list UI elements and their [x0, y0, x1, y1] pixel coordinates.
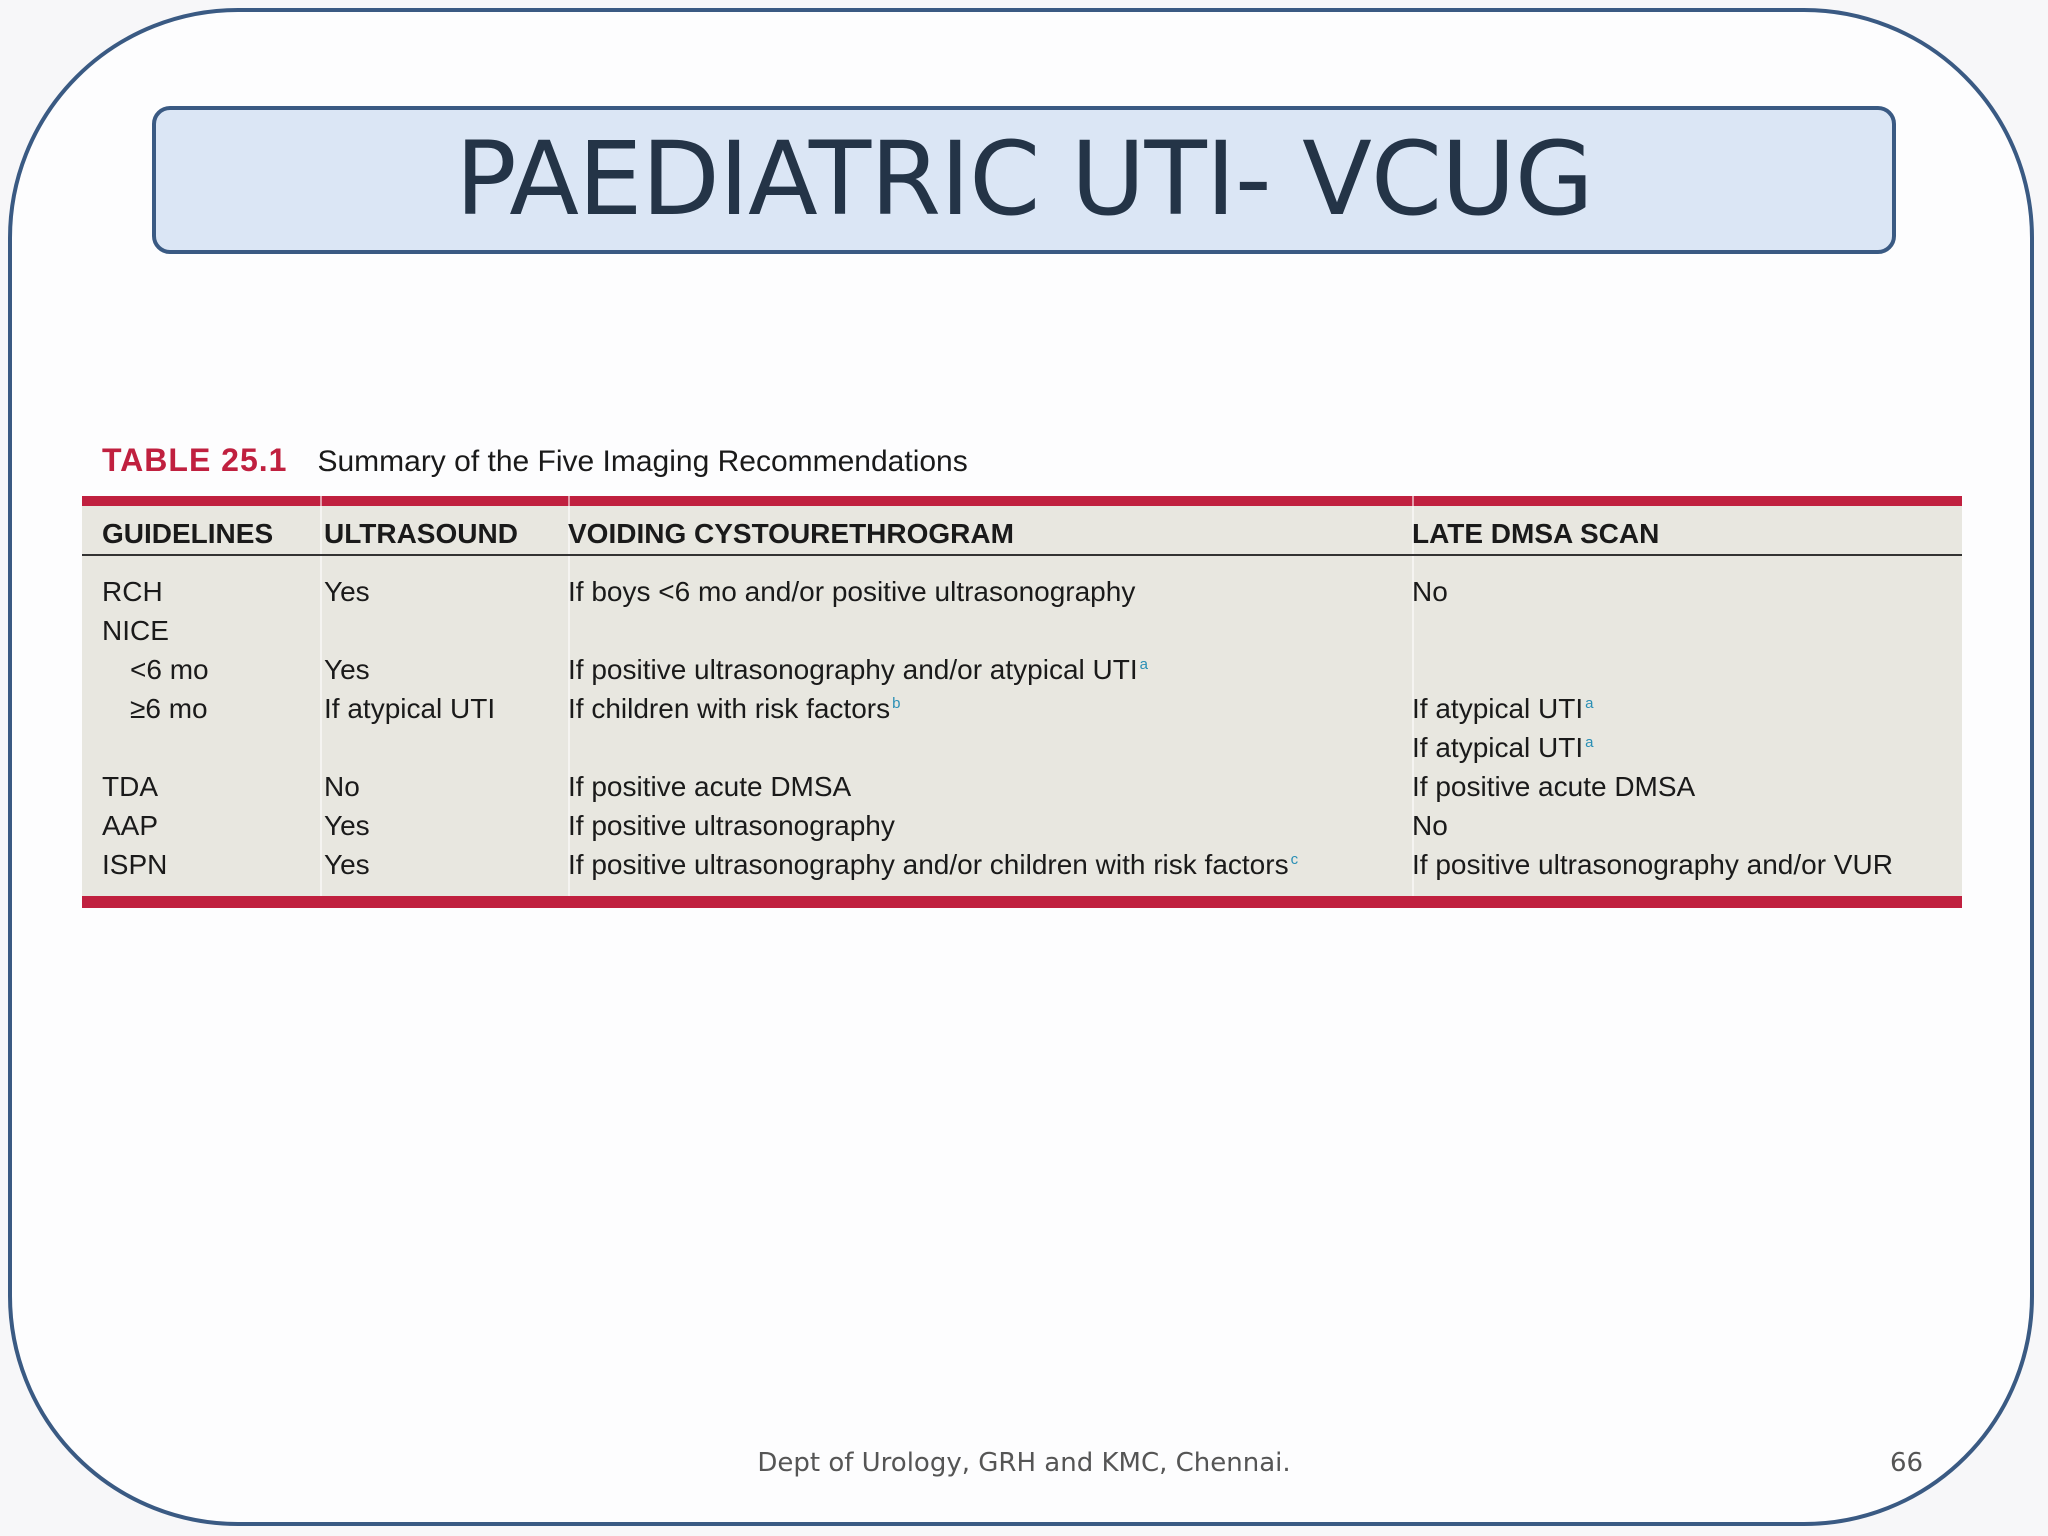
cell-dmsa: If atypical UTI $^a$ [1412, 732, 1594, 763]
cell-guideline: NICE [102, 615, 169, 646]
header-guidelines: GUIDELINES [102, 518, 274, 549]
cell-guideline: AAP [102, 810, 159, 841]
header-ultrasound: ULTRASOUND [324, 518, 518, 549]
imaging-table [82, 496, 1962, 908]
cell-vcug: If positive ultrasonography [568, 810, 895, 841]
cell-vcug: If positive ultrasonography and/or children with risk factors $^c$ [568, 849, 1299, 880]
cell-dmsa: If positive acute DMSA [1412, 771, 1696, 802]
cell-ultrasound: Yes [324, 654, 370, 685]
cell-ultrasound: Yes [324, 849, 370, 880]
cell-dmsa: If atypical UTI $^a$ [1412, 693, 1594, 724]
cell-ultrasound: Yes [324, 810, 370, 841]
cell-ultrasound: No [324, 771, 360, 802]
cell-vcug: If positive acute DMSA [568, 771, 852, 802]
slide-title: PAEDIATRIC UTI- VCUG [455, 120, 1593, 239]
cell-dmsa: No [1412, 576, 1448, 607]
column-separator [320, 496, 322, 908]
cell-dmsa: If positive ultrasonography and/or VUR [1412, 849, 1893, 880]
footnote-marker: a [1139, 655, 1148, 673]
header-vcug: VOIDING CYSTOURETHROGRAM [568, 518, 1014, 549]
cell-guideline: ISPN [102, 849, 168, 880]
table-label: TABLE 25.1 [102, 442, 288, 478]
slide-footer: Dept of Urology, GRH and KMC, Chennai. [757, 1448, 1291, 1478]
table-bottom-rule [82, 896, 1962, 908]
cell-vcug: If children with risk factors $^b$ [568, 693, 901, 724]
table-caption-title: Summary of the Five Imaging Recommendations [317, 445, 968, 478]
footnote-marker: a [1585, 733, 1594, 751]
header-rule [82, 554, 1962, 556]
cell-dmsa: No [1412, 810, 1448, 841]
page-number: 66 [1890, 1448, 1924, 1478]
cell-ultrasound: If atypical UTI [324, 693, 496, 724]
cell-guideline: <6 mo [130, 654, 209, 685]
table-caption [102, 442, 968, 479]
table-top-rule [82, 496, 1962, 506]
footnote-marker: c [1290, 850, 1299, 868]
cell-guideline: ≥6 mo [130, 693, 208, 724]
cell-ultrasound: Yes [324, 576, 370, 607]
footnote-marker: b [892, 694, 901, 712]
cell-vcug: If boys <6 mo and/or positive ultrasonography [568, 576, 1136, 607]
title-box [152, 106, 1896, 254]
footnote-marker: a [1585, 694, 1594, 712]
header-late-dmsa: LATE DMSA SCAN [1412, 518, 1660, 549]
cell-guideline: TDA [102, 771, 158, 802]
cell-guideline: RCH [102, 576, 163, 607]
cell-vcug: If positive ultrasonography and/or atypical UTI $^a$ [568, 654, 1148, 685]
